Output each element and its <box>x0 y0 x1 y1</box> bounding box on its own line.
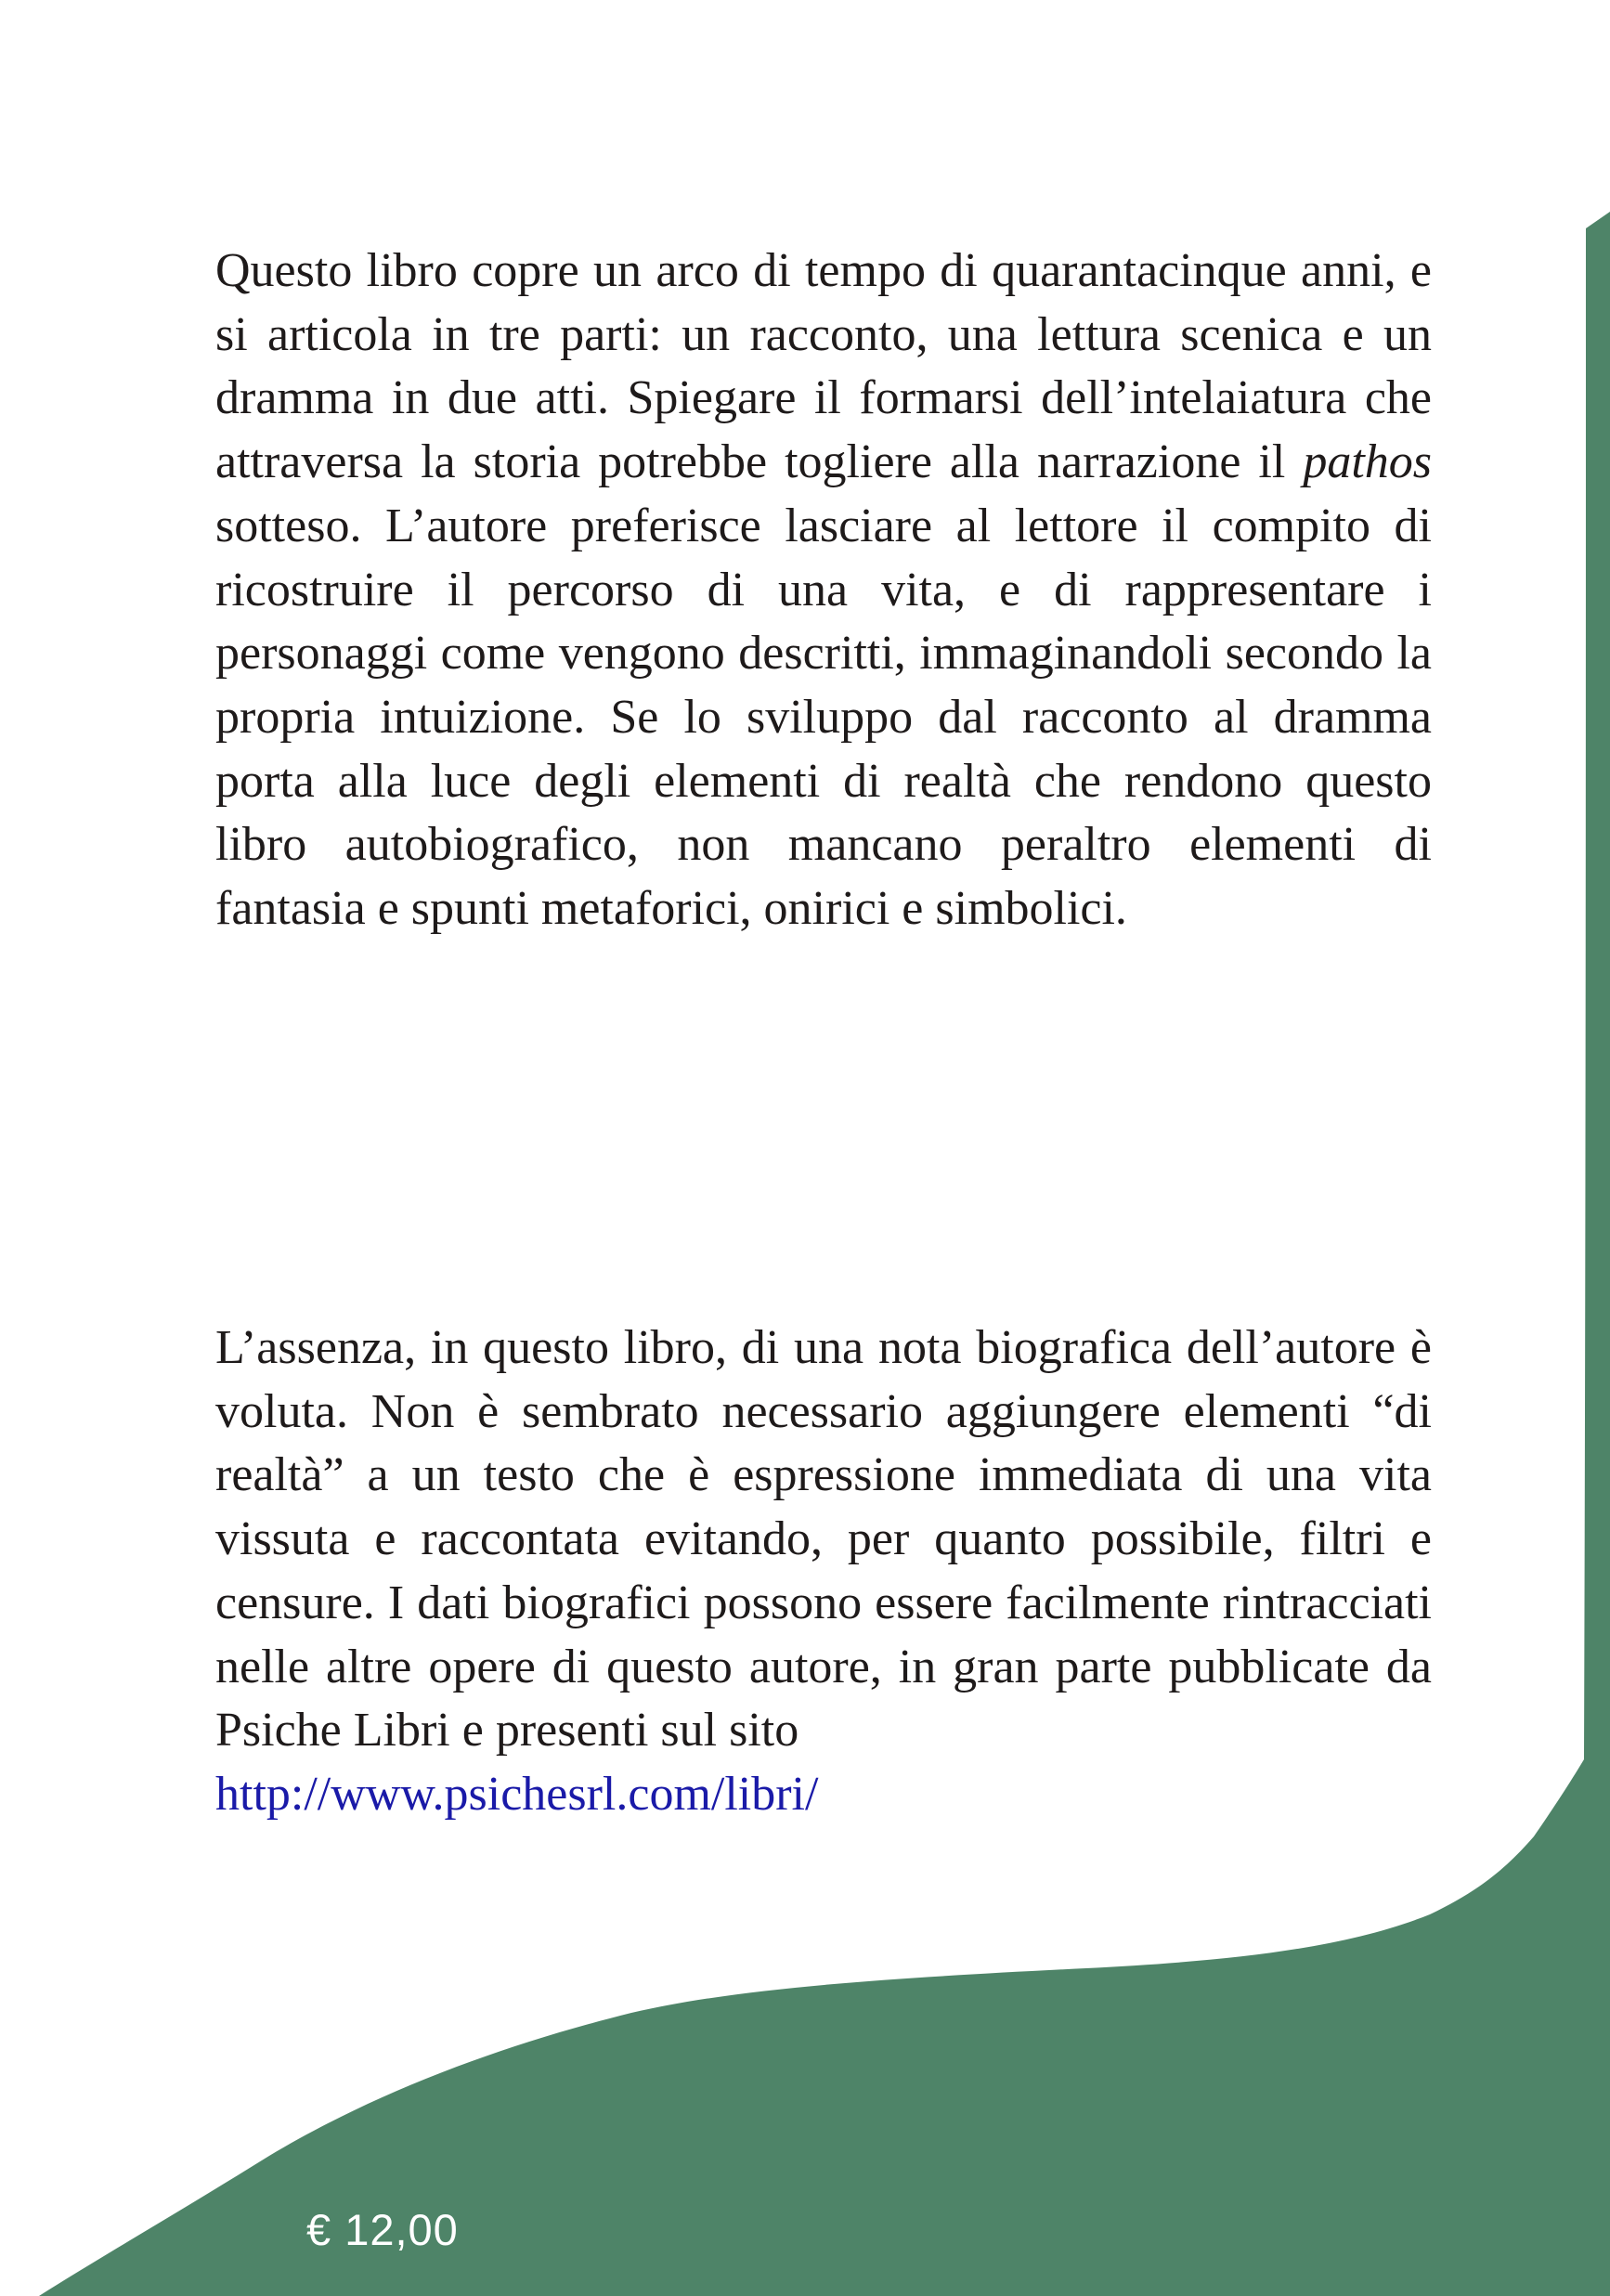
description-text-start: Questo libro copre un arco di tempo di quarantacinque anni, e si articola in tre parti: un racconto, una lettura scenica e un dramma in due atti. Spiegare il formarsi dell’intelaiatura che attraversa la storia potrebbe togliere alla narrazione il <box>215 244 1432 489</box>
description-italic-word: pathos <box>1303 435 1432 489</box>
price-label: € 12,00 <box>306 2205 459 2254</box>
author-note-paragraph <box>215 1317 1432 1827</box>
website-link[interactable]: http://www.psichesrl.com/libri/ <box>215 1767 819 1821</box>
author-note-text: L’assenza, in questo libro, di una nota biografica dell’autore è voluta. Non è sembrato necessario aggiungere elementi “di realtà” a un testo che è espressione immediata di una vita vissuta e raccontata evitando, per quanto possibile, filtri e censure. I dati biografici possono essere facilmente rintracciati nelle altre opere di questo autore, in gran parte pubblicate da Psiche Libri e presenti sul sito <box>215 1321 1432 1758</box>
description-text-end: sotteso. L’autore preferisce lasciare al lettore il compito di ricostruire il percorso di una vita, e di rappresentare i personaggi come vengono descritti, immaginandoli secondo la propria intuizione. Se lo sviluppo dal racconto al dramma porta alla luce degli elementi di realtà che rendono questo libro autobiografico, non mancano peraltro elementi di fantasia e spunti metaforici, onirici e simbolici. <box>215 499 1432 936</box>
description-paragraph <box>215 240 1432 941</box>
